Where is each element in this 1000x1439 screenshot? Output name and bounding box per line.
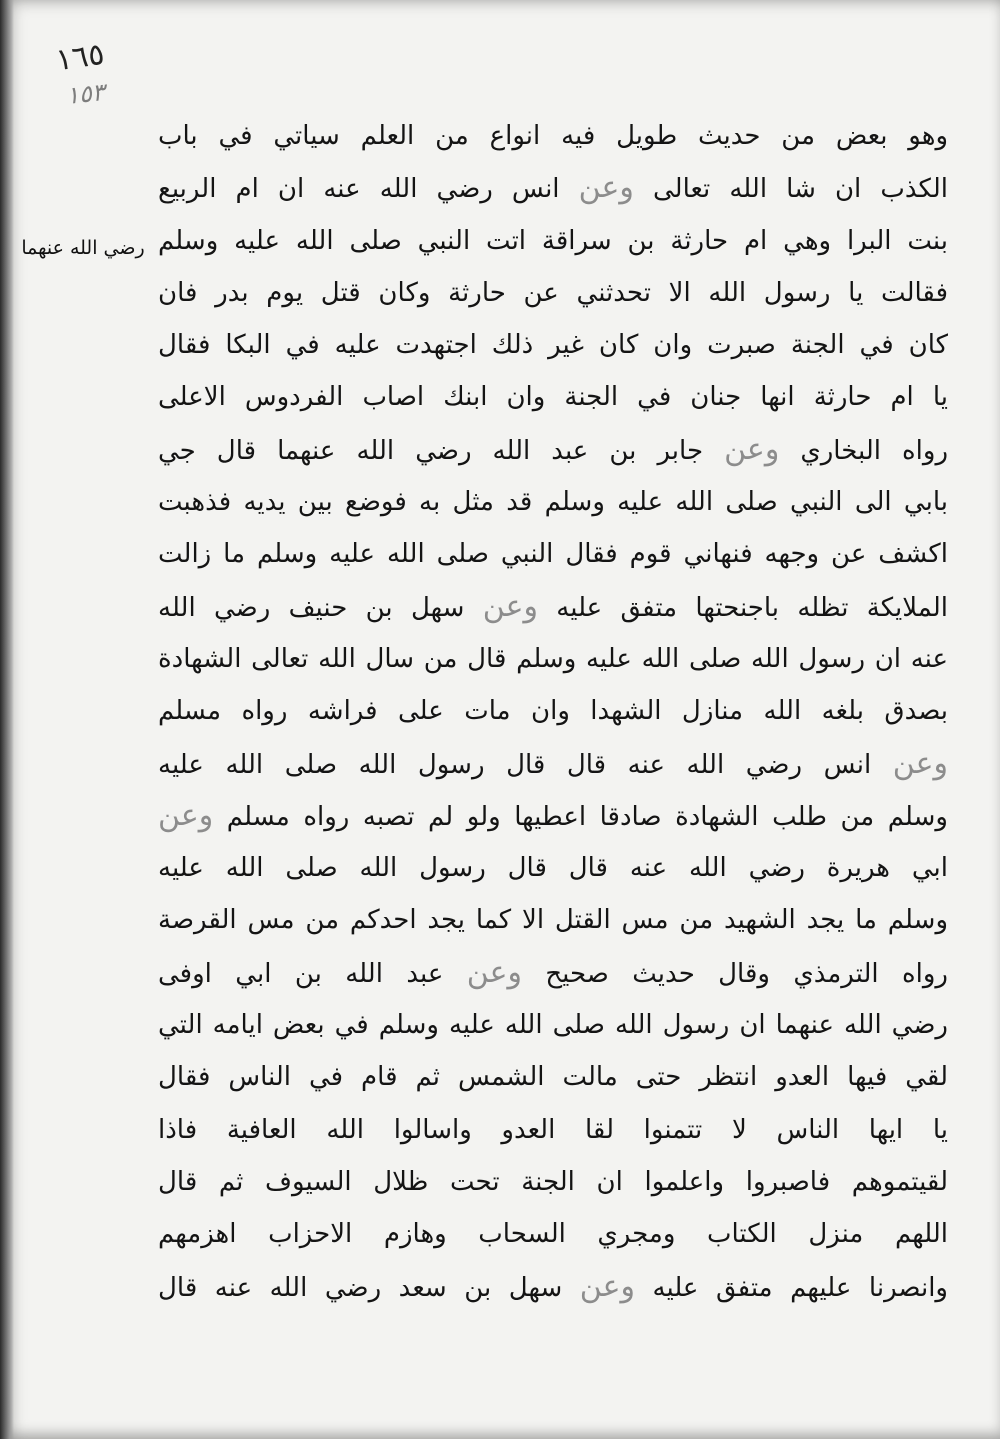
text-line <box>158 319 948 371</box>
text-line <box>158 476 948 528</box>
text-line <box>158 1261 948 1313</box>
rubric-word: وعن <box>158 797 214 833</box>
text-segment: كان في الجنة صبرت وان كان غير ذلك اجتهدت عليه في البكا فقال <box>158 330 948 361</box>
text-line <box>158 528 948 580</box>
margin-note: رضي الله عنهما <box>21 237 145 259</box>
text-segment: يا ايها الناس لا تتمنوا لقا العدو واسالوا الله العافية فاذا <box>158 1114 948 1145</box>
text-line <box>158 162 948 214</box>
rubric-word: وعن <box>482 588 538 624</box>
text-line <box>158 1104 948 1156</box>
text-line <box>158 685 948 737</box>
text-line <box>158 999 948 1051</box>
text-line <box>158 1208 948 1260</box>
text-segment: وهو بعض من حديث طويل فيه انواع من العلم سياتي في باب <box>158 121 948 151</box>
text-segment: اكشف عن وجهه فنهاني قوم فقال النبي صلى الله عليه وسلم ما زالت <box>158 539 948 570</box>
text-segment: اللهم منزل الكتاب ومجري السحاب وهازم الاحزاب اهزمهم <box>158 1219 948 1250</box>
rubric-word: وعن <box>578 170 634 206</box>
text-line <box>158 110 948 162</box>
text-line <box>158 215 948 267</box>
text-segment: سهل بن حنيف رضي الله <box>158 592 483 623</box>
text-segment: جابر بن عبد الله رضي الله عنهما قال جي <box>158 435 725 466</box>
text-segment: ابي هريرة رضي الله عنه قال قال رسول الله صلى الله عليه <box>158 853 948 884</box>
text-segment: الكذب ان شا الله تعالى <box>633 174 948 205</box>
text-segment: فقالت يا رسول الله الا تحدثني عن حارثة وكان قتل يوم بدر فان <box>158 277 948 308</box>
text-line <box>158 424 948 476</box>
text-segment: انس رضي الله عنه قال قال رسول الله صلى الله عليه <box>158 749 893 780</box>
text-line <box>158 894 948 946</box>
text-line <box>158 842 948 894</box>
text-segment: لقي فيها العدو انتظر حتى مالت الشمس ثم قام في الناس فقال <box>158 1062 948 1093</box>
text-segment: بنت البرا وهي ام حارثة بن سراقة اتت النبي صلى الله عليه وسلم <box>158 225 948 256</box>
folio-number: ١٦٥ <box>53 36 107 79</box>
text-segment: وسلم من طلب الشهادة صادقا اعطيها ولو لم تصبه رواه مسلم <box>213 801 948 832</box>
text-segment: عنه ان رسول الله صلى الله عليه وسلم قال من سال الله تعالى الشهادة <box>158 643 948 674</box>
text-line <box>158 1051 948 1103</box>
text-line <box>158 947 948 999</box>
text-line <box>158 267 948 319</box>
text-segment: رضي الله عنهما ان رسول الله صلى الله عليه وسلم في بعض ايامه التي <box>158 1010 948 1041</box>
text-line <box>158 371 948 423</box>
text-segment: بابي الى النبي صلى الله عليه وسلم قد مثل به فوضع بين يديه فذهبت <box>158 487 948 518</box>
binding-shadow <box>0 0 14 1439</box>
rubric-word: وعن <box>724 431 780 467</box>
text-segment: رواه الترمذي وقال حديث صحيح <box>521 958 948 989</box>
text-segment: يا ام حارثة انها جنان في الجنة وان ابنك اصاب الفردوس الاعلى <box>158 382 948 413</box>
rubric-word: وعن <box>466 954 522 990</box>
old-folio-number: ١٥٣ <box>64 78 107 110</box>
text-segment: لقيتموهم فاصبروا واعلموا ان الجنة تحت ظلال السيوف ثم قال <box>158 1166 948 1197</box>
text-segment: انس رضي الله عنه ان ام الربيع <box>158 174 579 205</box>
text-line <box>158 581 948 633</box>
text-segment: رواه البخاري <box>779 435 948 466</box>
text-segment: الملايكة تظله باجنحتها متفق عليه <box>537 592 948 623</box>
main-text-block <box>158 110 948 1313</box>
text-segment: وسلم ما يجد الشهيد من مس القتل الا كما يجد احدكم من مس القرصة <box>158 905 948 936</box>
text-line <box>158 738 948 790</box>
rubric-word: وعن <box>579 1268 635 1304</box>
text-segment: سهل بن سعد رضي الله عنه قال <box>158 1272 580 1303</box>
text-line <box>158 633 948 685</box>
text-segment: وانصرنا عليهم متفق عليه <box>635 1272 948 1303</box>
text-line <box>158 1156 948 1208</box>
text-segment: عبد الله بن ابي اوفى <box>158 958 467 989</box>
text-segment: بصدق بلغه الله منازل الشهدا وان مات على فراشه رواه مسلم <box>158 696 948 727</box>
rubric-word: وعن <box>892 745 948 781</box>
text-line <box>158 790 948 842</box>
